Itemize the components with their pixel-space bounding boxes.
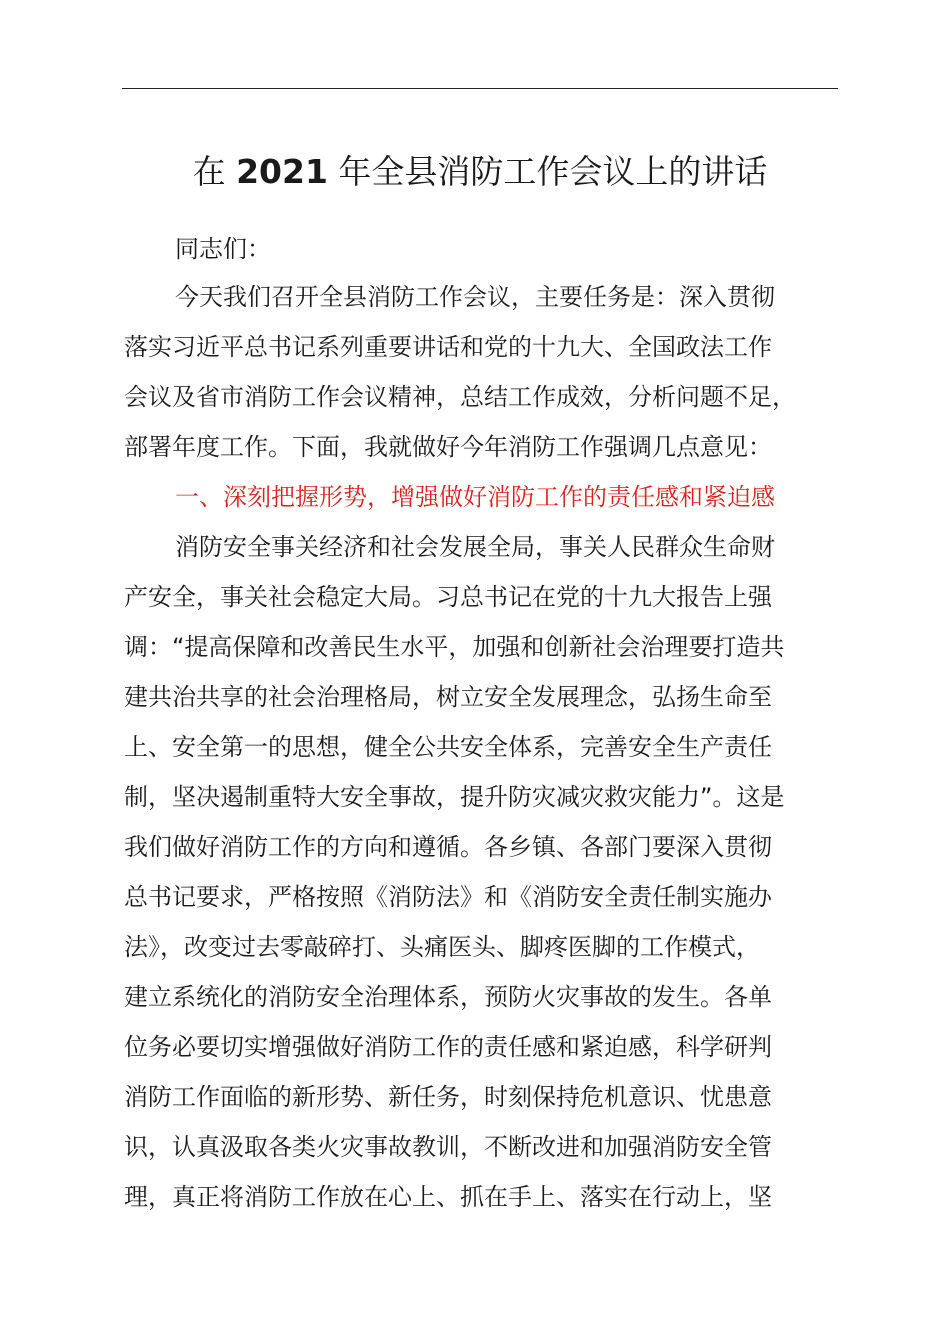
greeting-line: 同志们： xyxy=(175,235,271,263)
paragraph-line: 消防工作面临的新形势、新任务，时刻保持危机意识、忧患意 xyxy=(124,1083,772,1111)
document-title xyxy=(100,148,860,196)
paragraph-line: 上、安全第一的思想，健全公共安全体系，完善安全生产责任 xyxy=(124,733,772,761)
paragraph-line: 总书记要求，严格按照《消防法》和《消防安全责任制实施办 xyxy=(124,883,772,911)
greeting-paragraph xyxy=(124,224,844,274)
title-year: 2021 xyxy=(236,152,328,191)
paragraph-line: 识，认真汲取各类火灾事故教训，不断改进和加强消防安全管 xyxy=(124,1133,772,1161)
section-1-paragraph xyxy=(124,522,844,1222)
paragraph-line: 位务必要切实增强做好消防工作的责任感和紧迫感，科学研判 xyxy=(124,1033,772,1061)
paragraph-line: 调：“提高保障和改善民生水平，加强和创新社会治理要打造共 xyxy=(124,633,785,661)
title-suffix: 年全县消防工作会议上的讲话 xyxy=(338,152,768,191)
paragraph-line: 产安全，事关社会稳定大局。习总书记在党的十九大报告上强 xyxy=(124,583,772,611)
paragraph-line: 法》，改变过去零敲碎打、头痛医头、脚疼医脚的工作模式， xyxy=(124,933,760,961)
paragraph-line: 我们做好消防工作的方向和遵循。各乡镇、各部门要深入贯彻 xyxy=(124,833,772,861)
paragraph-line: 建立系统化的消防安全治理体系，预防火灾事故的发生。各单 xyxy=(124,983,772,1011)
paragraph-line: 落实习近平总书记系列重要讲话和党的十九大、全国政法工作 xyxy=(124,333,772,361)
paragraph-line: 理，真正将消防工作放在心上、抓在手上、落实在行动上，坚 xyxy=(124,1183,772,1211)
paragraph-line: 建共治共享的社会治理格局，树立安全发展理念，弘扬生命至 xyxy=(124,683,772,711)
section-heading-1 xyxy=(124,472,844,522)
intro-paragraph xyxy=(124,272,844,472)
header-rule xyxy=(122,88,838,89)
paragraph-line: 消防安全事关经济和社会发展全局，事关人民群众生命财 xyxy=(175,533,775,561)
paragraph-line: 部署年度工作。下面，我就做好今年消防工作强调几点意见： xyxy=(124,433,772,461)
paragraph-line: 今天我们召开全县消防工作会议，主要任务是：深入贯彻 xyxy=(175,283,775,311)
section-heading-text: 一、深刻把握形势，增强做好消防工作的责任感和紧迫感 xyxy=(175,483,775,511)
paragraph-line: 会议及省市消防工作会议精神，总结工作成效，分析问题不足， xyxy=(124,383,796,411)
paragraph-line: 制，坚决遏制重特大安全事故，提升防灾减灾救灾能力”。这是 xyxy=(124,783,785,811)
title-prefix: 在 xyxy=(192,152,226,191)
